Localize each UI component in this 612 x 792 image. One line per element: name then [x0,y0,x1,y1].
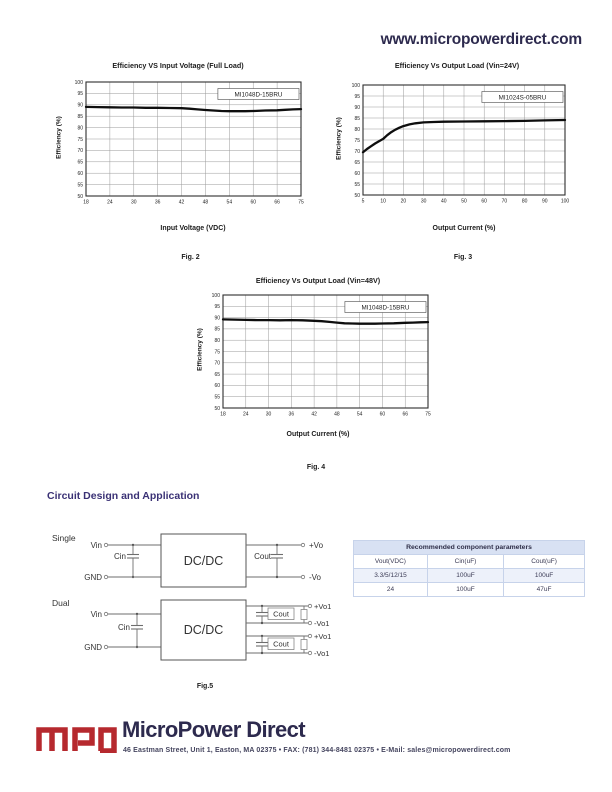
website-link[interactable]: www.micropowerdirect.com [380,31,582,48]
svg-text:90: 90 [542,198,548,205]
svg-text:20: 20 [400,198,407,205]
gnd-label-single: GND [84,573,102,582]
svg-text:MI1048D-15BRU: MI1048D-15BRU [361,304,410,312]
svg-text:95: 95 [354,93,360,100]
svg-text:85: 85 [214,326,220,333]
pos-vo1-terminal-2 [308,634,311,637]
figure-caption-fig3: Fig. 3 [453,254,473,261]
cout-label-dual-2: Cout [273,639,289,649]
svg-text:80: 80 [77,125,83,132]
dcdc-label-dual: DC/DC [183,623,224,637]
svg-text:60: 60 [214,383,220,390]
cell-cout-1: 100uF [504,569,585,583]
table-row [354,583,585,597]
svg-text:55: 55 [214,394,220,401]
footer-address: 46 Eastman Street, Unit 1, Easton, MA 02375 • FAX: (781) 344-8481 02375 • E-Mail: sales@micropowerdirect.com [123,747,511,754]
chart-title-fig2: Efficiency VS Input Voltage (Full Load) [112,61,244,70]
neg-vo1-terminal-2 [308,651,311,654]
svg-text:60: 60 [354,170,360,177]
cell-cin-1: 100uF [427,569,503,583]
mpd-logo [34,720,120,753]
table-header-row [354,555,585,569]
svg-text:55: 55 [77,182,83,189]
svg-text:75: 75 [354,137,360,144]
svg-text:70: 70 [214,360,220,367]
section-heading-circuit-design: Circuit Design and Application [47,490,200,502]
table-row [354,569,585,583]
svg-text:75: 75 [425,411,431,418]
col-header-vout: Vout(VDC) [354,555,428,569]
svg-text:50: 50 [77,193,83,200]
svg-text:90: 90 [354,104,360,111]
svg-text:65: 65 [214,371,220,378]
cell-vout-2: 24 [354,583,428,597]
svg-text:66: 66 [402,411,409,418]
svg-text:90: 90 [77,102,83,109]
cin-label-dual: Cin [117,623,130,632]
svg-text:36: 36 [154,199,161,206]
col-header-cin: Cin(uF) [427,555,503,569]
vin-terminal-single [104,543,107,546]
single-circuit-label: Single [52,533,76,543]
svg-text:66: 66 [274,199,280,206]
svg-text:100: 100 [74,79,83,86]
cell-cout-2: 47uF [504,583,585,597]
svg-text:75: 75 [77,136,83,143]
svg-text:70: 70 [501,198,508,205]
col-header-cout: Cout(uF) [504,555,585,569]
cell-vout-1: 3.3/5/12/15 [354,569,428,583]
pos-vo1-label-2: +Vo1 [314,632,332,641]
svg-text:75: 75 [214,349,220,356]
svg-text:70: 70 [77,148,83,155]
svg-text:24: 24 [242,411,249,418]
svg-text:55: 55 [354,181,360,188]
gnd-terminal-single [104,575,107,578]
y-axis-label-fig4: Efficiency (%) [196,328,204,371]
neg-vo1-label-1: -Vo1 [314,619,330,628]
figure-caption-fig4: Fig. 4 [306,464,326,471]
svg-text:30: 30 [130,199,137,206]
svg-text:80: 80 [354,126,360,133]
svg-text:85: 85 [77,114,83,120]
footer-brand-name: MicroPower Direct [122,717,305,742]
svg-text:36: 36 [288,411,295,418]
svg-text:30: 30 [420,198,427,205]
recommended-components-table [353,540,585,597]
svg-text:60: 60 [481,198,487,205]
vin-label-single: Vin [90,541,102,550]
svg-text:18: 18 [220,411,226,418]
x-axis-label-fig3: Output Current (%) [432,225,496,232]
vin-label-dual: Vin [90,610,102,619]
dcdc-label-single: DC/DC [183,554,224,568]
svg-text:MI1048D-15BRU: MI1048D-15BRU [234,91,283,99]
svg-text:54: 54 [226,199,233,206]
chart-title-fig4: Efficiency Vs Output Load (Vin=48V) [255,276,381,285]
gnd-label-dual: GND [84,643,102,652]
svg-text:75: 75 [298,199,304,206]
svg-text:60: 60 [250,199,257,206]
x-axis-label-fig2: Input Voltage (VDC) [160,225,226,232]
svg-text:65: 65 [354,159,360,166]
svg-text:60: 60 [379,411,386,418]
load-resistor-dual-1 [301,610,307,620]
x-axis-label-fig4: Output Current (%) [286,431,350,438]
svg-text:48: 48 [202,199,209,206]
svg-text:80: 80 [214,338,220,344]
vin-terminal-dual [104,612,107,615]
chart-plot-fig2 [70,78,307,208]
chart-plot-fig4 [207,291,434,421]
svg-text:54: 54 [356,411,363,418]
pos-vo1-terminal-1 [308,604,311,607]
gnd-terminal-dual [104,645,107,648]
cout-label-dual-1: Cout [273,609,289,619]
load-resistor-dual-2 [301,640,307,650]
dual-circuit-label: Dual [52,598,70,608]
svg-text:24: 24 [107,199,113,206]
svg-text:95: 95 [77,91,83,98]
neg-vo-label-single: -Vo [309,573,322,582]
svg-text:100: 100 [211,292,220,299]
figure-caption-fig2: Fig. 2 [181,254,200,261]
cell-cin-2: 100uF [427,583,503,597]
svg-text:65: 65 [77,159,83,166]
pos-vo-label-single: +Vo [309,541,324,550]
svg-text:90: 90 [214,315,220,322]
pos-vo-terminal-single [301,543,304,546]
cout-label-single: Cout [254,552,271,561]
neg-vo-terminal-single [301,575,304,578]
svg-text:MI1024S-05BRU: MI1024S-05BRU [498,94,547,102]
svg-text:40: 40 [441,198,447,205]
svg-text:50: 50 [461,198,467,205]
neg-vo1-terminal-1 [308,621,311,624]
pos-vo1-label-1: +Vo1 [314,602,332,611]
svg-text:80: 80 [521,198,528,205]
svg-text:5: 5 [361,198,365,205]
svg-text:95: 95 [214,304,220,311]
svg-text:10: 10 [380,198,386,205]
circuit-diagram-fig5 [40,525,332,697]
cin-label-single: Cin [113,552,126,561]
svg-text:42: 42 [311,411,317,418]
svg-text:30: 30 [265,411,272,418]
svg-text:85: 85 [354,115,360,122]
chart-title-fig3: Efficiency Vs Output Load (Vin=24V) [394,61,520,70]
figure-caption-fig5: Fig.5 [196,683,214,690]
svg-text:100: 100 [351,82,360,89]
table-title: Recommended component parameters [354,541,585,555]
svg-text:50: 50 [214,405,220,412]
y-axis-label-fig3: Efficiency (%) [335,117,343,160]
svg-text:48: 48 [334,411,340,418]
svg-text:60: 60 [77,171,83,177]
svg-text:70: 70 [354,148,360,155]
y-axis-label-fig2: Efficiency (%) [55,116,63,159]
neg-vo1-label-2: -Vo1 [314,649,330,658]
svg-text:100: 100 [560,198,570,205]
svg-text:42: 42 [178,199,185,206]
svg-text:50: 50 [354,192,360,199]
svg-text:18: 18 [83,199,89,206]
chart-plot-fig3 [347,81,571,208]
